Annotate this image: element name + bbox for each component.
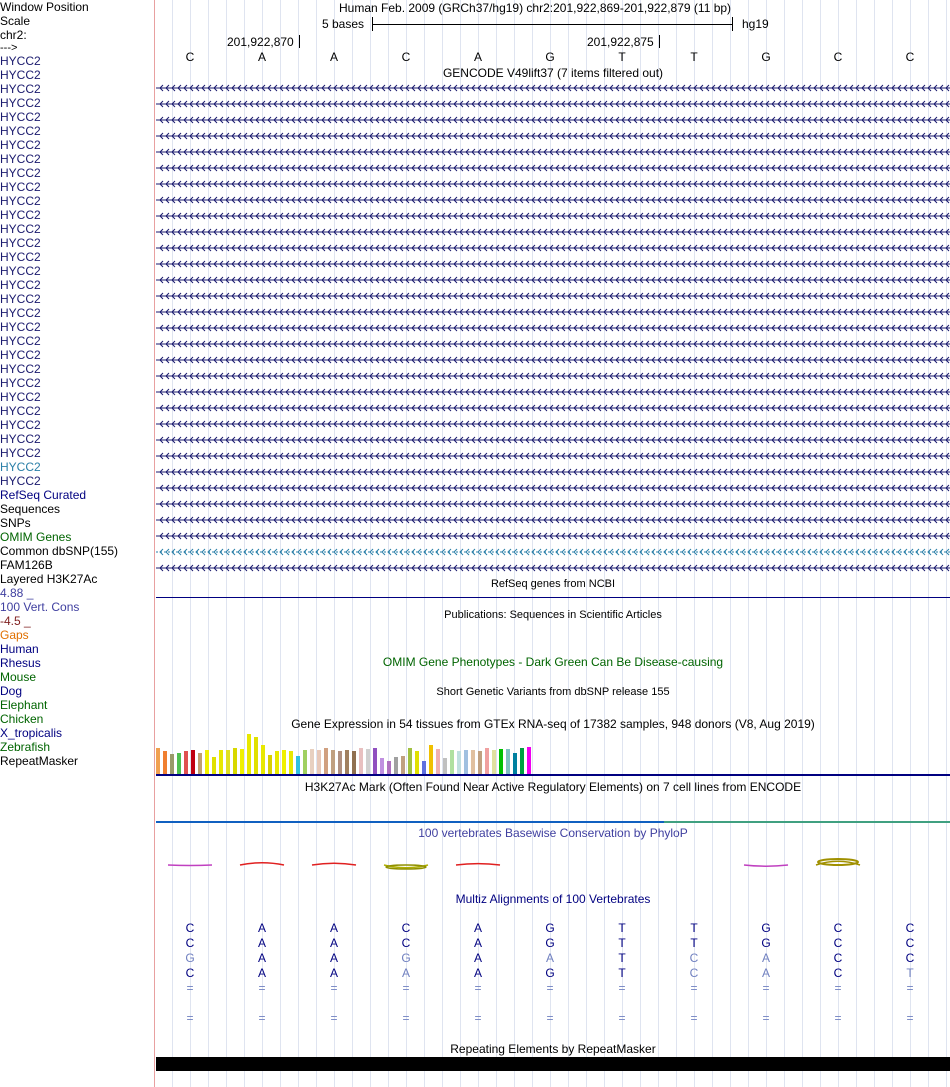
- alignment-base: C: [833, 936, 843, 950]
- gtex-tissue-bar[interactable]: [450, 750, 454, 774]
- gtex-tissue-bar[interactable]: [205, 750, 209, 774]
- gencode-gene-feature[interactable]: [156, 290, 950, 302]
- gtex-tissue-bar[interactable]: [226, 750, 230, 774]
- gencode-gene-label[interactable]: HYCC2: [0, 334, 41, 348]
- gencode-gene-label[interactable]: HYCC2: [0, 166, 41, 180]
- alignment-base: A: [329, 921, 338, 935]
- gencode-gene-label[interactable]: HYCC2: [0, 180, 41, 194]
- gtex-tissue-bar[interactable]: [380, 758, 384, 774]
- alignment-base: G: [761, 936, 771, 950]
- alignment-base: =: [258, 1011, 266, 1025]
- repeatmasker-track-title[interactable]: Repeating Elements by RepeatMasker: [450, 1042, 656, 1056]
- gtex-tissue-bar[interactable]: [233, 748, 237, 774]
- gencode-gene-label[interactable]: HYCC2: [0, 320, 41, 334]
- publications-label-snps: SNPs: [0, 516, 31, 530]
- gtex-tissue-bar[interactable]: [191, 750, 195, 774]
- conservation-score-mark[interactable]: [312, 863, 356, 865]
- alignment-base: A: [257, 951, 266, 965]
- gencode-gene-feature[interactable]: [156, 242, 950, 254]
- gtex-tissue-bar[interactable]: [156, 748, 160, 774]
- alignment-base: =: [474, 981, 482, 995]
- alignment-base: =: [762, 1011, 770, 1025]
- alignment-base: C: [833, 921, 843, 935]
- alignment-base: C: [905, 921, 915, 935]
- gtex-tissue-bar[interactable]: [198, 753, 202, 774]
- gencode-gene-feature[interactable]: [156, 98, 950, 110]
- species-label: Human: [0, 642, 39, 656]
- refseq-track-label[interactable]: RefSeq Curated: [0, 488, 87, 502]
- gtex-tissue-bar[interactable]: [464, 750, 468, 774]
- alignment-base: C: [833, 966, 843, 980]
- gtex-tissue-bar[interactable]: [317, 750, 321, 774]
- alignment-base: =: [474, 1011, 482, 1025]
- gencode-gene-label[interactable]: HYCC2: [0, 236, 41, 250]
- gtex-tissue-bar[interactable]: [478, 751, 482, 774]
- gtex-tissue-bar[interactable]: [422, 761, 426, 774]
- gtex-tissue-bar[interactable]: [247, 734, 251, 774]
- alignment-base: C: [401, 936, 411, 950]
- reference-base: T: [618, 50, 626, 64]
- ruler-tick-2: [659, 35, 660, 48]
- alignment-base: =: [402, 981, 410, 995]
- alignment-base: A: [473, 966, 482, 980]
- gencode-gene-label[interactable]: HYCC2: [0, 460, 41, 474]
- conservation-track-label[interactable]: 100 Vert. Cons: [0, 600, 80, 614]
- alignment-base: C: [905, 936, 915, 950]
- alignment-base: T: [618, 966, 626, 980]
- reference-base: C: [401, 50, 411, 64]
- scale-bar: [372, 17, 733, 31]
- alignment-base: T: [618, 951, 626, 965]
- gtex-tissue-bar[interactable]: [240, 749, 244, 774]
- h3k27ac-track-title[interactable]: H3K27Ac Mark (Often Found Near Active Regulatory Elements) on 7 cell lines from ENCODE: [304, 780, 802, 794]
- alignment-base: =: [330, 981, 338, 995]
- gencode-gene-label[interactable]: HYCC2: [0, 250, 41, 264]
- alignment-base: A: [329, 966, 338, 980]
- gencode-gene-label[interactable]: HYCC2: [0, 348, 41, 362]
- alignment-base: T: [618, 921, 626, 935]
- gencode-gene-feature[interactable]: [156, 466, 950, 478]
- alignment-base: =: [330, 1011, 338, 1025]
- gencode-gene-label[interactable]: HYCC2: [0, 124, 41, 138]
- conservation-plot[interactable]: [156, 850, 950, 880]
- gencode-gene-feature[interactable]: [156, 226, 950, 238]
- gencode-gene-feature[interactable]: [156, 370, 950, 382]
- gencode-gene-feature[interactable]: [156, 130, 950, 142]
- alignment-base: A: [257, 936, 266, 950]
- gtex-tissue-bar[interactable]: [513, 753, 517, 774]
- alignment-base: =: [834, 981, 842, 995]
- gtex-tissue-bar[interactable]: [443, 758, 447, 774]
- alignment-base: C: [689, 966, 699, 980]
- gtex-tissue-bar[interactable]: [177, 753, 181, 774]
- label-separator: [154, 0, 155, 1087]
- reference-base: C: [833, 50, 843, 64]
- gencode-gene-feature[interactable]: [156, 514, 950, 526]
- gencode-gene-feature[interactable]: [156, 210, 950, 222]
- gtex-tissue-bar[interactable]: [184, 751, 188, 774]
- gencode-track-title[interactable]: GENCODE V49lift37 (7 items filtered out): [442, 66, 664, 80]
- gtex-tissue-bar[interactable]: [352, 751, 356, 774]
- gencode-gene-label[interactable]: HYCC2: [0, 68, 41, 82]
- dbsnp-track-label[interactable]: Common dbSNP(155): [0, 544, 119, 558]
- alignment-base: C: [905, 951, 915, 965]
- gencode-gene-label[interactable]: HYCC2: [0, 362, 41, 376]
- alignment-base: G: [401, 951, 411, 965]
- gencode-gene-feature[interactable]: [156, 114, 950, 126]
- alignment-base: C: [185, 966, 195, 980]
- conservation-max-label: 4.88 _: [0, 586, 34, 600]
- species-label: Elephant: [0, 698, 48, 712]
- species-label: Chicken: [0, 712, 44, 726]
- gtex-tissue-bar[interactable]: [499, 749, 503, 774]
- db-label: hg19: [742, 17, 769, 31]
- gencode-gene-label[interactable]: HYCC2: [0, 138, 41, 152]
- alignment-base: A: [761, 966, 770, 980]
- ruler-position-2: 201,922,875: [587, 35, 654, 49]
- gtex-tissue-bar[interactable]: [485, 748, 489, 774]
- reference-base: G: [761, 50, 771, 64]
- alignment-base: =: [690, 1011, 698, 1025]
- gencode-gene-label[interactable]: HYCC2: [0, 306, 41, 320]
- gencode-gene-feature[interactable]: [156, 338, 950, 350]
- gencode-gene-label[interactable]: HYCC2: [0, 222, 41, 236]
- gtex-tissue-bar[interactable]: [268, 755, 272, 774]
- alignment-base: C: [689, 951, 699, 965]
- alignment-base: =: [618, 981, 626, 995]
- gtex-tissue-bar[interactable]: [338, 751, 342, 774]
- gtex-tissue-bar[interactable]: [527, 747, 531, 774]
- gtex-tissue-bar[interactable]: [254, 737, 258, 774]
- gtex-tissue-bar[interactable]: [387, 761, 391, 774]
- alignment-base: G: [761, 921, 771, 935]
- scale-label: Scale: [0, 14, 31, 28]
- refseq-track-title[interactable]: RefSeq genes from NCBI: [490, 578, 616, 590]
- reference-base: T: [690, 50, 698, 64]
- gtex-tissue-bar[interactable]: [303, 750, 307, 774]
- alignment-base: A: [329, 951, 338, 965]
- gtex-tissue-bar[interactable]: [492, 750, 496, 774]
- gencode-gene-feature[interactable]: [156, 434, 950, 446]
- gencode-labels: [0, 54, 153, 488]
- alignment-base: G: [545, 921, 555, 935]
- gtex-baseline: [156, 774, 950, 776]
- gencode-gene-label[interactable]: HYCC2: [0, 208, 41, 222]
- gencode-gene-label[interactable]: HYCC2: [0, 264, 41, 278]
- alignment-base: =: [546, 1011, 554, 1025]
- gencode-gene-label[interactable]: HYCC2: [0, 278, 41, 292]
- alignment-base: =: [834, 1011, 842, 1025]
- gtex-tissue-bar[interactable]: [170, 754, 174, 774]
- alignment-base: =: [186, 1011, 194, 1025]
- alignment-base: =: [762, 981, 770, 995]
- reference-sequence: [0, 50, 950, 64]
- gencode-gene-label[interactable]: HYCC2: [0, 418, 41, 432]
- alignment-base: T: [906, 966, 914, 980]
- species-label: Dog: [0, 684, 23, 698]
- multiz-track-title[interactable]: Multiz Alignments of 100 Vertebrates: [455, 892, 651, 906]
- alignment-base: A: [473, 936, 482, 950]
- alignment-base: =: [618, 1011, 626, 1025]
- gtex-tissue-bar[interactable]: [506, 749, 510, 774]
- publications-label-sequences: Sequences: [0, 502, 61, 516]
- gtex-bar-chart[interactable]: [156, 732, 536, 774]
- alignment-base: C: [185, 936, 195, 950]
- window-position-label: Window Position: [0, 0, 89, 14]
- gtex-tissue-bar[interactable]: [373, 748, 377, 774]
- gencode-gene-label[interactable]: HYCC2: [0, 54, 41, 68]
- gtex-tissue-bar[interactable]: [345, 750, 349, 774]
- gtex-tissue-bar[interactable]: [296, 756, 300, 774]
- gencode-gene-label[interactable]: HYCC2: [0, 82, 41, 96]
- alignment-base: T: [690, 921, 698, 935]
- reference-base: G: [545, 50, 555, 64]
- gencode-gene-feature[interactable]: [156, 82, 950, 94]
- gtex-tissue-bar[interactable]: [471, 750, 475, 774]
- gtex-tissue-bar[interactable]: [282, 750, 286, 774]
- alignment-base: C: [833, 951, 843, 965]
- gencode-gene-feature[interactable]: [156, 258, 950, 270]
- species-labels: [0, 642, 153, 754]
- gencode-gene-feature[interactable]: [156, 546, 950, 558]
- reference-base: A: [473, 50, 482, 64]
- gencode-gene-feature[interactable]: [156, 354, 950, 366]
- alignment-base: C: [185, 921, 195, 935]
- alignment-base: A: [257, 921, 266, 935]
- gtex-tissue-bar[interactable]: [219, 750, 223, 774]
- alignment-base: G: [545, 936, 555, 950]
- gtex-tissue-bar[interactable]: [212, 757, 216, 774]
- gencode-gene-feature[interactable]: [156, 274, 950, 286]
- gtex-tissue-bar[interactable]: [394, 757, 398, 774]
- omim-track-title[interactable]: OMIM Gene Phenotypes - Dark Green Can Be Disease-causing: [382, 655, 724, 669]
- gtex-track-label[interactable]: FAM126B: [0, 558, 53, 572]
- conservation-score-mark[interactable]: [240, 863, 284, 865]
- species-label: Zebrafish: [0, 740, 51, 754]
- gencode-gene-feature[interactable]: [156, 322, 950, 334]
- gencode-gene-label[interactable]: HYCC2: [0, 152, 41, 166]
- alignment-base: T: [690, 936, 698, 950]
- gtex-tissue-bar[interactable]: [359, 748, 363, 774]
- conservation-min-label: -4.5 _: [0, 614, 31, 628]
- alignment-base: A: [473, 951, 482, 965]
- gencode-gene-feature[interactable]: [156, 482, 950, 494]
- gtex-tissue-bar[interactable]: [324, 748, 328, 774]
- gencode-gene-feature[interactable]: [156, 450, 950, 462]
- gencode-gene-feature[interactable]: [156, 498, 950, 510]
- alignment-base: =: [258, 981, 266, 995]
- gencode-gene-label[interactable]: HYCC2: [0, 474, 41, 488]
- gencode-gene-feature[interactable]: [156, 162, 950, 174]
- gencode-gene-label[interactable]: HYCC2: [0, 110, 41, 124]
- gencode-gene-label[interactable]: HYCC2: [0, 96, 41, 110]
- alignment-base: A: [329, 936, 338, 950]
- alignment-base: G: [545, 966, 555, 980]
- gtex-tissue-bar[interactable]: [457, 751, 461, 774]
- species-label: X_tropicalis: [0, 726, 63, 740]
- species-label: Rhesus: [0, 656, 41, 670]
- gencode-gene-label[interactable]: HYCC2: [0, 292, 41, 306]
- refseq-gene-line[interactable]: [156, 597, 950, 598]
- gtex-tissue-bar[interactable]: [408, 748, 412, 774]
- reference-base: C: [185, 50, 195, 64]
- gtex-tissue-bar[interactable]: [401, 756, 405, 774]
- alignment-base: =: [690, 981, 698, 995]
- ruler-tick-1: [299, 35, 300, 48]
- gtex-tissue-bar[interactable]: [520, 748, 524, 774]
- chrom-label: chr2:: [0, 28, 27, 42]
- assembly-title: Human Feb. 2009 (GRCh37/hg19) chr2:201,922,869-201,922,879 (11 bp): [339, 1, 732, 15]
- alignment-base: =: [186, 981, 194, 995]
- gencode-gene-feature[interactable]: [156, 562, 950, 574]
- gencode-gene-feature[interactable]: [156, 402, 950, 414]
- gencode-gene-feature[interactable]: [156, 146, 950, 158]
- gencode-gene-feature[interactable]: [156, 530, 950, 542]
- h3k27ac-signal-line: [156, 821, 950, 823]
- gtex-tissue-bar[interactable]: [436, 749, 440, 774]
- conservation-score-mark[interactable]: [744, 865, 788, 866]
- alignment-base: =: [546, 981, 554, 995]
- track-label-column: [0, 0, 153, 1087]
- gencode-gene-feature[interactable]: [156, 178, 950, 190]
- reference-base: A: [329, 50, 338, 64]
- conservation-track-title[interactable]: 100 vertebrates Basewise Conservation by PhyloP: [418, 826, 688, 840]
- alignment-base: A: [401, 966, 410, 980]
- reference-base: A: [257, 50, 266, 64]
- alignment-base: C: [401, 921, 411, 935]
- alignment-base: =: [402, 1011, 410, 1025]
- gtex-tissue-bar[interactable]: [429, 745, 433, 774]
- gencode-gene-label[interactable]: HYCC2: [0, 432, 41, 446]
- gtex-tissue-bar[interactable]: [261, 745, 265, 774]
- dbsnp-track-title[interactable]: Short Genetic Variants from dbSNP release 155: [436, 686, 670, 698]
- h3k27ac-track-label[interactable]: Layered H3K27Ac: [0, 572, 98, 586]
- gencode-gene-feature[interactable]: [156, 306, 950, 318]
- gencode-gene-label[interactable]: HYCC2: [0, 446, 41, 460]
- strand-label: --->: [0, 42, 18, 54]
- multiz-gaps-label: Gaps: [0, 628, 29, 642]
- ruler-position-1: 201,922,870: [227, 35, 294, 49]
- gtex-tissue-bar[interactable]: [275, 751, 279, 774]
- omim-track-label[interactable]: OMIM Genes: [0, 530, 72, 544]
- gencode-gene-feature[interactable]: [156, 194, 950, 206]
- alignment-base: T: [618, 936, 626, 950]
- alignment-base: A: [761, 951, 770, 965]
- gtex-tissue-bar[interactable]: [331, 750, 335, 774]
- gencode-gene-label[interactable]: HYCC2: [0, 404, 41, 418]
- repeatmasker-track-label[interactable]: RepeatMasker: [0, 754, 79, 768]
- gtex-tissue-bar[interactable]: [366, 749, 370, 774]
- reference-base: C: [905, 50, 915, 64]
- alignment-base: G: [185, 951, 195, 965]
- gencode-gene-label[interactable]: HYCC2: [0, 194, 41, 208]
- conservation-score-mark[interactable]: [456, 864, 500, 865]
- gtex-tissue-bar[interactable]: [163, 751, 167, 774]
- alignment-base: A: [257, 966, 266, 980]
- gencode-gene-feature[interactable]: [156, 386, 950, 398]
- scale-text: 5 bases: [322, 17, 365, 31]
- gtex-tissue-bar[interactable]: [415, 751, 419, 774]
- alignment-base: =: [906, 1011, 914, 1025]
- gtex-tissue-bar[interactable]: [289, 751, 293, 774]
- gtex-track-title[interactable]: Gene Expression in 54 tissues from GTEx RNA-seq of 17382 samples, 948 donors (V8, Aug 2019): [291, 717, 815, 731]
- gtex-tissue-bar[interactable]: [310, 749, 314, 774]
- gencode-gene-label[interactable]: HYCC2: [0, 376, 41, 390]
- alignment-base: A: [473, 921, 482, 935]
- species-label: Mouse: [0, 670, 37, 684]
- alignment-base: =: [906, 981, 914, 995]
- alignment-base: A: [545, 951, 554, 965]
- gencode-gene-label[interactable]: HYCC2: [0, 390, 41, 404]
- repeatmasker-block[interactable]: [156, 1057, 950, 1071]
- publications-track-title[interactable]: Publications: Sequences in Scientific Articles: [444, 609, 662, 621]
- gencode-gene-feature[interactable]: [156, 418, 950, 430]
